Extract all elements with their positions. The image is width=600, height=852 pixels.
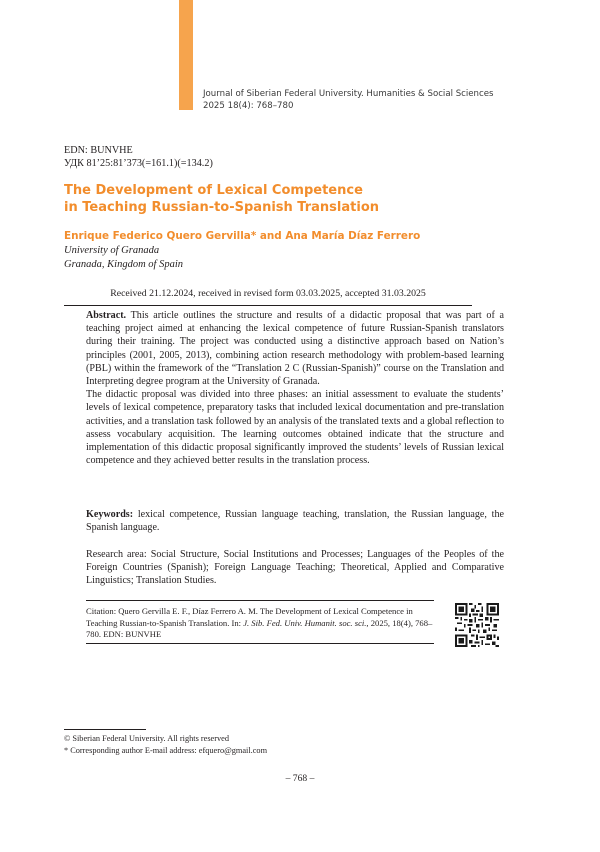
corresponding-author-note: * Corresponding author E-mail address: efquero@gmail.com	[64, 745, 268, 755]
citation-journal: J. Sib. Fed. Univ. Humanit. soc. sci.	[243, 617, 367, 628]
qr-code-icon	[455, 603, 499, 647]
abstract-paragraph-2: The didactic proposal was divided into three phases: an initial assessment to evaluate the students’ levels of lexical competence, preparatory tasks that included lexical documentation and pre-translation activities, and a translation task followed by an analysis of the translated texts and a global reflection to assess vocabulary acquisition. The learning outcomes obtained indicate that the structure and implementation of this didactic proposal significantly improved the students’ levels of Russian lexical competence and they achieved better results in the translation process.	[86, 389, 504, 467]
journal-header	[203, 88, 494, 112]
page-number: – 768 –	[285, 773, 315, 784]
author-affiliation-block	[64, 244, 183, 272]
citation-tail: , 2025, 18(4), 768–780. EDN: BUNVHE	[86, 617, 433, 640]
article-title	[64, 182, 379, 216]
citation-divider-top	[86, 600, 434, 601]
abstract-label: Abstract.	[86, 310, 127, 321]
copyright-note: © Siberian Federal University. All rights reserved	[64, 734, 229, 743]
footnote-divider	[64, 729, 146, 730]
edn-code: EDN: BUNVHE	[64, 145, 133, 156]
abstract	[86, 309, 504, 467]
title-line-2: in Teaching Russian-to-Spanish Translation	[64, 200, 380, 215]
title-line-1: The Development of Lexical Competence	[64, 183, 363, 198]
author-names: Enrique Federico Quero Gervilla* and Ana María Díaz Ferrero	[64, 230, 421, 242]
author-location: Granada, Kingdom of Spain	[64, 259, 184, 270]
journal-issue: 2025 18(4): 768–780	[203, 101, 294, 111]
abstract-divider	[64, 305, 472, 306]
received-dates: Received 21.12.2024, received in revised form 03.03.2025, accepted 31.03.2025	[110, 288, 426, 299]
citation-text: Citation: Quero Gervilla E. F., Díaz Ferrero A. M. The Development of Lexical Competence in Teaching Russian-to-Spanish Translation. In:	[86, 606, 413, 628]
abstract-text-1: This article outlines the structure and results of a didactic proposal that was part of a teaching project aimed at enhancing the lexical competence of future Russian-Spanish translators during their training. The project was conducted using a distinctive approach based on Nation’s principles (2001, 2005, 2013), combining action research methodology with problem-based learning (PBL) within the framework of the “Translation 2 C (Russian-Spanish)” course on the Translation and Interpreting degree program at the University of Granada.	[86, 310, 504, 388]
research-area: Research area: Social Structure, Social Institutions and Processes; Languages of the Peoples of the Foreign Countries (Spanish); Foreign Language Teaching; Theoretical, Applied and Comparative Linguistics; Translation Studies.	[86, 549, 504, 587]
keywords-text: lexical competence, Russian language teaching, translation, the Russian language, the Spanish language.	[86, 509, 504, 534]
article-identifiers	[64, 144, 213, 170]
journal-name: Journal of Siberian Federal University. Humanities & Social Sciences	[203, 89, 494, 99]
citation	[86, 606, 436, 641]
udk-code: УДК 81’25:81’373(=161.1)(=134.2)	[64, 158, 213, 169]
keywords-label: Keywords:	[86, 509, 134, 520]
header-accent-bar	[179, 0, 193, 110]
keywords	[86, 508, 504, 534]
abstract-paragraph-1	[86, 309, 504, 388]
footnotes	[64, 733, 267, 756]
citation-divider-bottom	[86, 643, 434, 644]
author-affiliation: University of Granada	[64, 245, 160, 256]
